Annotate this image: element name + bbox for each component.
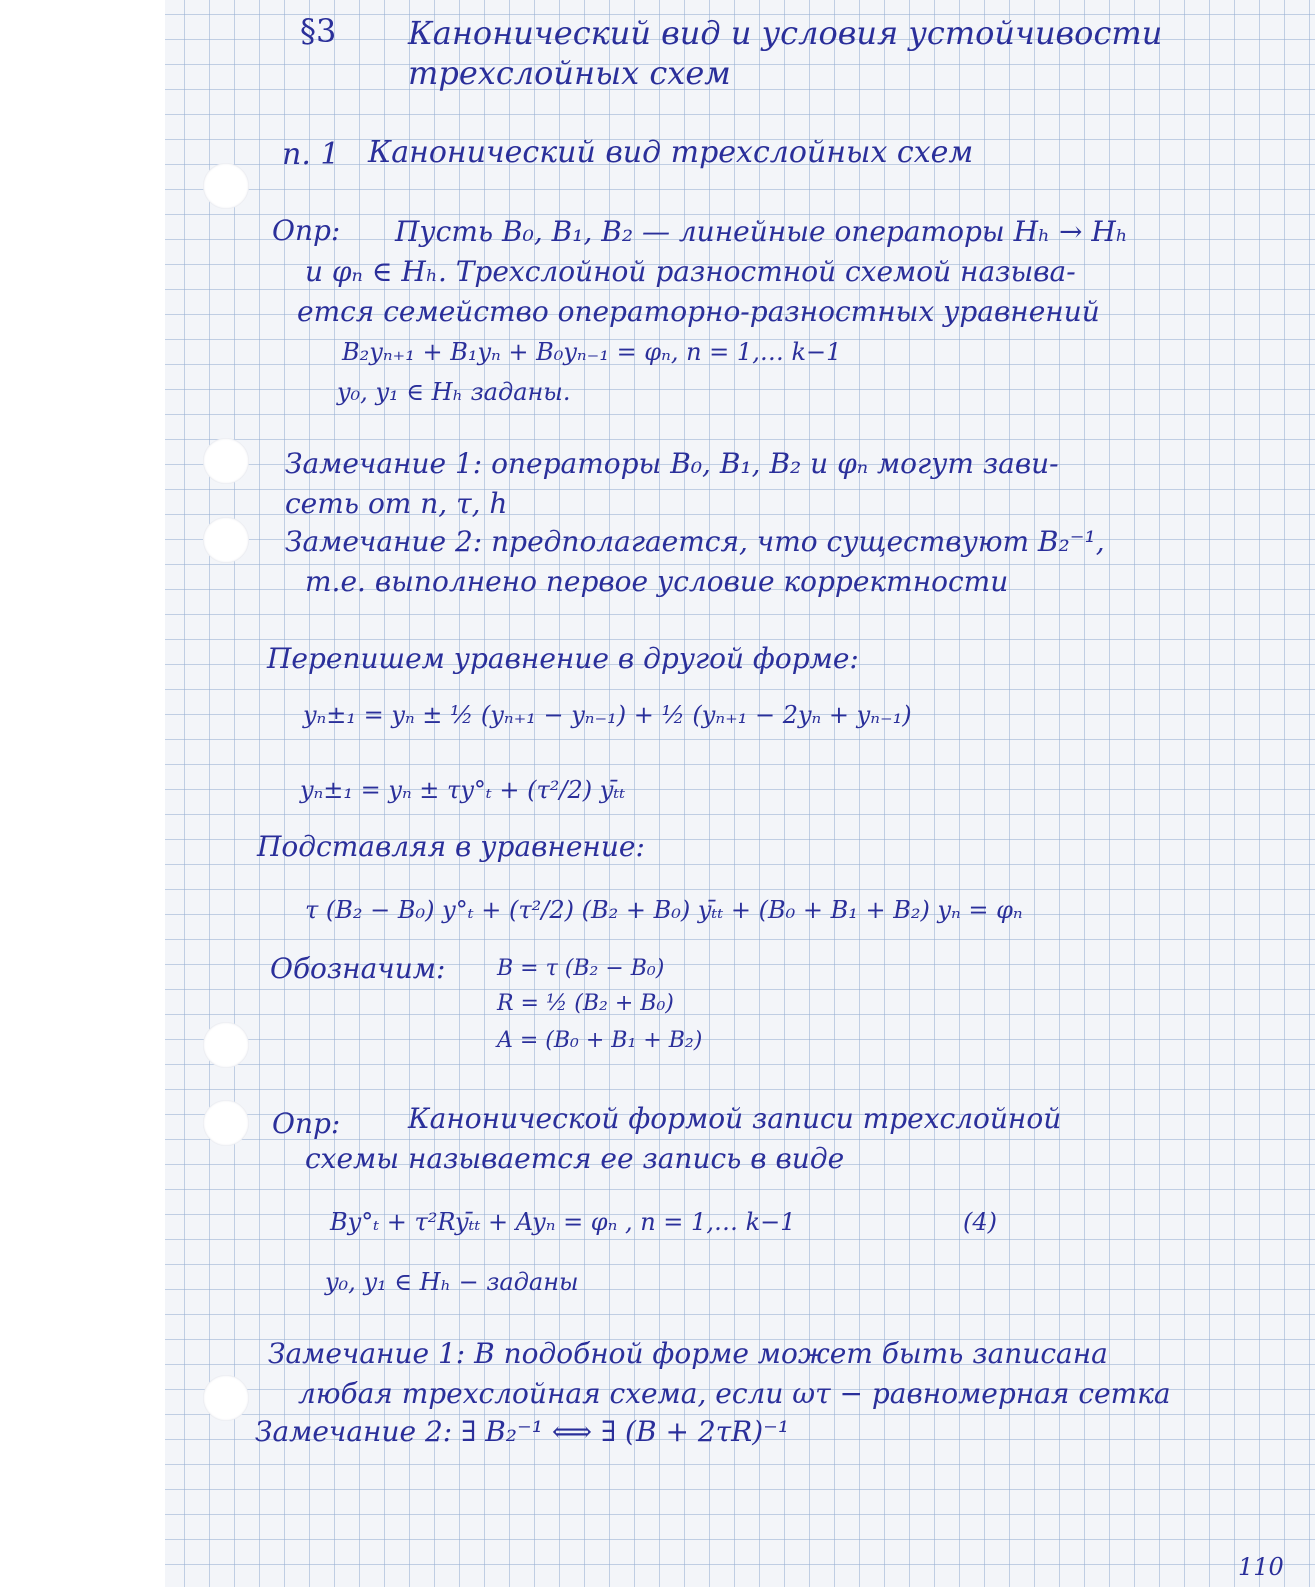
definition-label: Опр: [272, 214, 341, 247]
notation-a: A = (B₀ + B₁ + B₂) [497, 1028, 703, 1053]
definition-line: Канонической формой записи трехслойной [408, 1102, 1062, 1135]
remark-line: Замечание 2: предполагается, что существуют B₂⁻¹, [285, 525, 1105, 558]
binder-hole [203, 438, 249, 484]
definition-line: Пусть B₀, B₁, B₂ — линейные операторы Hₕ → Hₕ [395, 215, 1128, 248]
section-title-line2: трехслойных схем [408, 54, 731, 92]
initial-conditions: y₀, y₁ ∈ Hₕ − заданы [325, 1268, 579, 1296]
binder-hole [203, 163, 249, 209]
notation-b: B = τ (B₂ − B₀) [497, 956, 665, 981]
equation-number: (4) [963, 1208, 997, 1236]
binder-hole [203, 1100, 249, 1146]
notation-label: Обозначим: [270, 952, 446, 985]
notation-r: R = ½ (B₂ + B₀) [497, 991, 674, 1016]
definition-line: ется семейство операторно-разностных уравнений [297, 295, 1100, 328]
remark-line: Замечание 1: операторы B₀, B₁, B₂ и φₙ могут зави- [285, 447, 1059, 480]
remark-line: сеть от n, τ, h [285, 487, 508, 520]
section-title-line1: Канонический вид и условия устойчивости [408, 14, 1163, 52]
binder-hole [203, 517, 249, 563]
remark-line: Замечание 2: ∃ B₂⁻¹ ⟺ ∃ (B + 2τR)⁻¹ [255, 1415, 790, 1448]
rewrite-intro: Перепишем уравнение в другой форме: [267, 642, 859, 675]
subsection-title: Канонический вид трехслойных схем [368, 135, 974, 170]
remark-line: любая трехслойная схема, если ωτ − равномерная сетка [298, 1377, 1171, 1410]
canonical-form-equation: By°ₜ + τ²Ryₜ̄ₜ + Ayₙ = φₙ , n = 1,… k−1 [330, 1208, 796, 1236]
remark-line: Замечание 1: В подобной форме может быть записана [268, 1337, 1108, 1370]
definition-line: схемы называется ее запись в виде [305, 1142, 845, 1175]
definition-label: Опр: [272, 1107, 341, 1140]
scheme-equation: B₂yₙ₊₁ + B₁yₙ + B₀yₙ₋₁ = φₙ, n = 1,… k−1 [342, 338, 842, 366]
page-number: 110 [1238, 1553, 1284, 1581]
rewrite-formula: yₙ±₁ = yₙ ± τy°ₜ + (τ²/2) yₜ̄ₜ [300, 776, 626, 804]
substitute-label: Подставляя в уравнение: [257, 830, 645, 863]
initial-conditions: y₀, y₁ ∈ Hₕ заданы. [337, 378, 571, 406]
page-margin [0, 0, 165, 1587]
substituted-equation: τ (B₂ − B₀) y°ₜ + (τ²/2) (B₂ + B₀) yₜ̄ₜ + (B₀ + B₁ + B₂) yₙ = φₙ [305, 896, 1023, 924]
definition-line: и φₙ ∈ Hₕ. Трехслойной разностной схемой называ- [305, 255, 1076, 288]
subsection-number: п. 1 [282, 137, 340, 172]
binder-hole [203, 1375, 249, 1421]
section-number: §3 [300, 12, 337, 50]
remark-line: т.е. выполнено первое условие корректности [305, 565, 1009, 598]
binder-hole [203, 1022, 249, 1068]
rewrite-formula: yₙ±₁ = yₙ ± ½ (yₙ₊₁ − yₙ₋₁) + ½ (yₙ₊₁ − 2yₙ + yₙ₋₁) [303, 701, 912, 729]
